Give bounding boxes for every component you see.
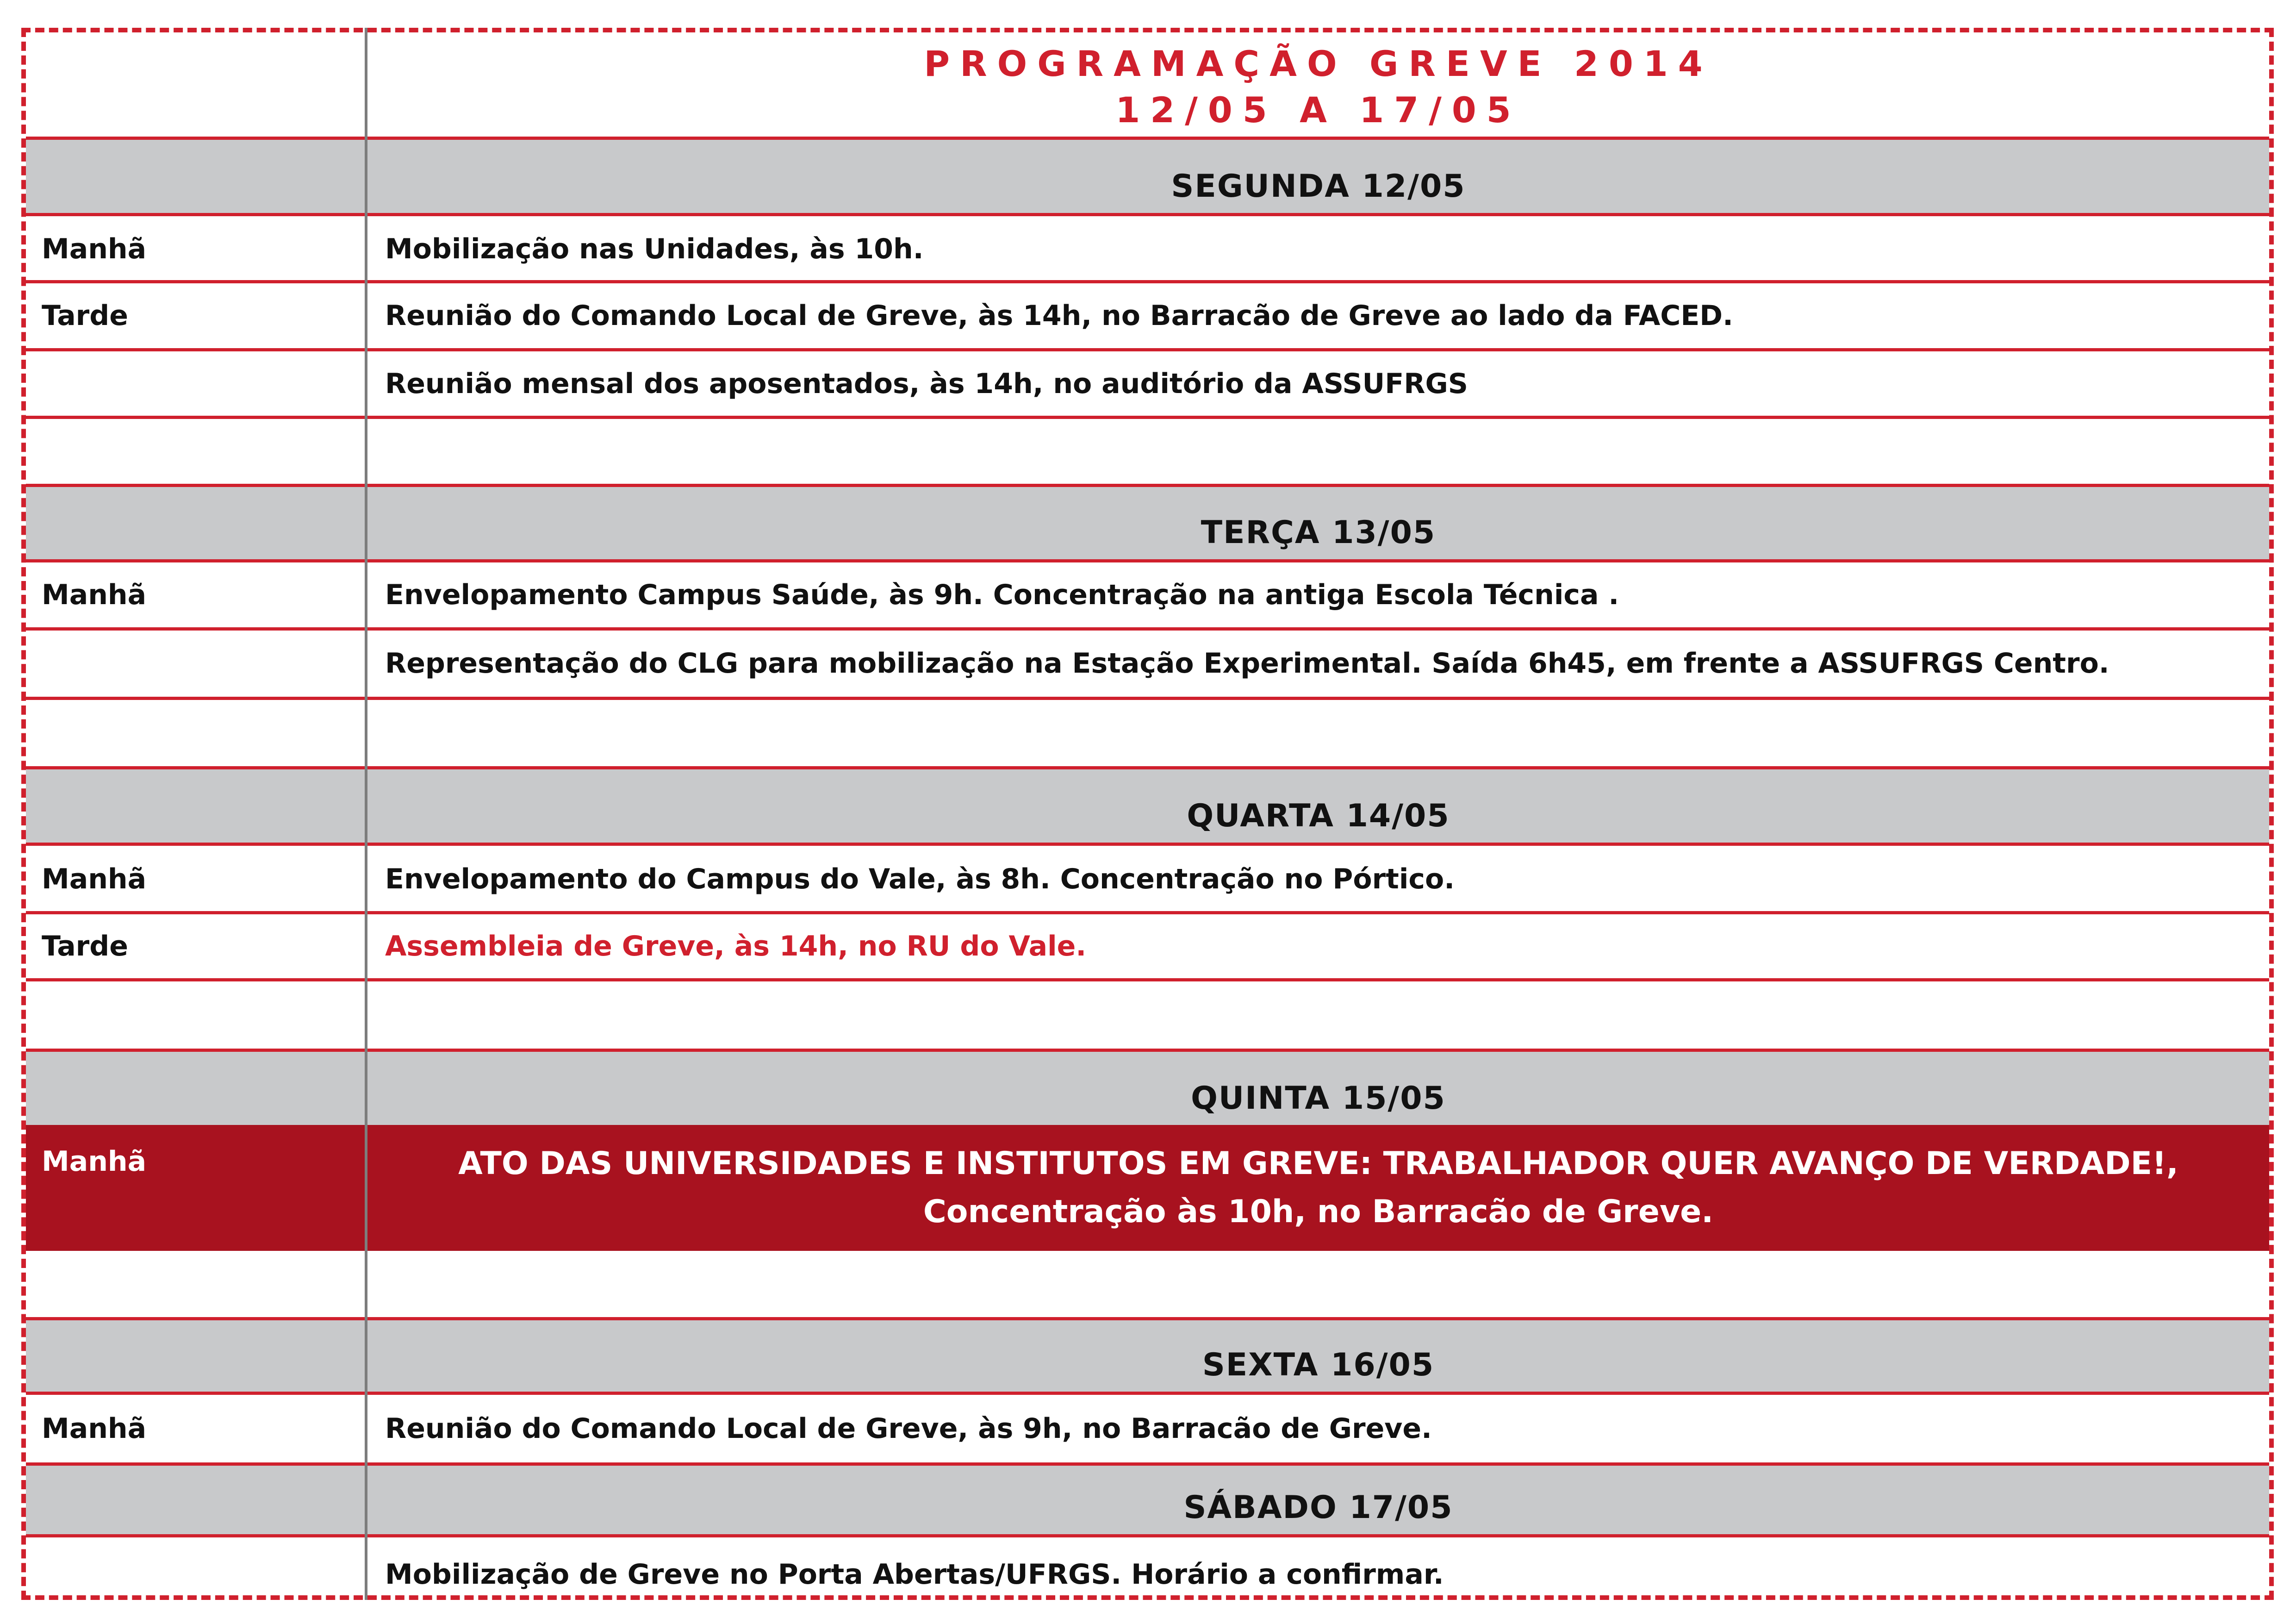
row-border — [26, 1534, 2269, 1537]
event-text: Reunião do Comando Local de Greve, às 9h, no Barracão de Greve. — [385, 1412, 1432, 1445]
schedule-row — [26, 562, 2269, 627]
event-text: Mobilização nas Unidades, às 10h. — [385, 232, 924, 265]
event-text-highlight: Assembleia de Greve, às 14h, no RU do Vale. — [385, 930, 1087, 962]
row-border — [26, 348, 2269, 351]
row-border — [26, 280, 2269, 283]
row-border — [26, 1049, 2269, 1052]
highlight-event — [367, 1125, 2269, 1251]
highlight-event-line-1: ATO DAS UNIVERSIDADES E INSTITUTOS EM GREVE: TRABALHADOR QUER AVANÇO DE VERDADE!, — [458, 1145, 2178, 1182]
highlight-event-line-2: Concentração às 10h, no Barracão de Greve. — [923, 1193, 1714, 1230]
row-border — [26, 484, 2269, 487]
period-label: Tarde — [42, 300, 128, 332]
day-header-terca — [26, 487, 2269, 559]
row-border — [26, 1317, 2269, 1320]
day-title: SÁBADO 17/05 — [1183, 1489, 1453, 1526]
title-line-2: 12/05 A 17/05 — [1115, 89, 1521, 131]
schedule-row — [26, 1395, 2269, 1462]
day-header-segunda — [26, 140, 2269, 213]
schedule-title — [367, 41, 2269, 133]
event-text: Envelopamento do Campus do Vale, às 8h. Concentração no Pórtico. — [385, 862, 1455, 895]
period-label: Manhã — [42, 1412, 147, 1445]
schedule-row — [26, 1537, 2269, 1598]
row-border — [26, 697, 2269, 700]
period-label: Manhã — [42, 862, 147, 895]
row-border — [26, 1462, 2269, 1466]
schedule-row — [26, 631, 2269, 696]
row-border — [26, 843, 2269, 846]
row-border — [26, 627, 2269, 631]
schedule-row — [26, 216, 2269, 281]
schedule-row — [26, 283, 2269, 348]
row-border — [26, 1392, 2269, 1395]
period-label: Manhã — [42, 232, 147, 265]
title-line-1: PROGRAMAÇÃO GREVE 2014 — [924, 43, 1713, 84]
day-header-sabado — [26, 1466, 2269, 1534]
schedule-row — [26, 351, 2269, 416]
schedule-row — [26, 914, 2269, 978]
period-label: Tarde — [42, 930, 128, 962]
day-title: QUINTA 15/05 — [1191, 1080, 1446, 1117]
row-border — [26, 911, 2269, 914]
row-border — [26, 416, 2269, 419]
row-border — [26, 559, 2269, 562]
row-border — [26, 978, 2269, 981]
column-divider — [365, 28, 367, 1600]
day-header-quarta — [26, 769, 2269, 843]
period-label: Manhã — [42, 1145, 147, 1178]
row-border — [26, 766, 2269, 769]
day-header-quinta — [26, 1052, 2269, 1125]
event-text: Mobilização de Greve no Porta Abertas/UFRGS. Horário a confirmar. — [385, 1558, 1444, 1591]
event-text: Envelopamento Campus Saúde, às 9h. Concentração na antiga Escola Técnica . — [385, 579, 1619, 611]
event-text: Reunião do Comando Local de Greve, às 14h, no Barracão de Greve ao lado da FACED. — [385, 300, 1733, 332]
row-border — [26, 213, 2269, 216]
schedule-row — [26, 846, 2269, 912]
day-title: TERÇA 13/05 — [1201, 514, 1436, 551]
row-border — [26, 137, 2269, 140]
day-header-sexta — [26, 1320, 2269, 1392]
event-text: Reunião mensal dos aposentados, às 14h, no auditório da ASSUFRGS — [385, 368, 1468, 400]
period-label: Manhã — [42, 579, 147, 611]
day-title: SEGUNDA 12/05 — [1171, 168, 1466, 205]
event-text: Representação do CLG para mobilização na Estação Experimental. Saída 6h45, em frente a ASSUFRGS Centro. — [385, 647, 2109, 680]
day-title: QUARTA 14/05 — [1187, 798, 1450, 834]
day-title: SEXTA 16/05 — [1202, 1347, 1435, 1383]
highlight-event-row — [26, 1125, 2269, 1251]
